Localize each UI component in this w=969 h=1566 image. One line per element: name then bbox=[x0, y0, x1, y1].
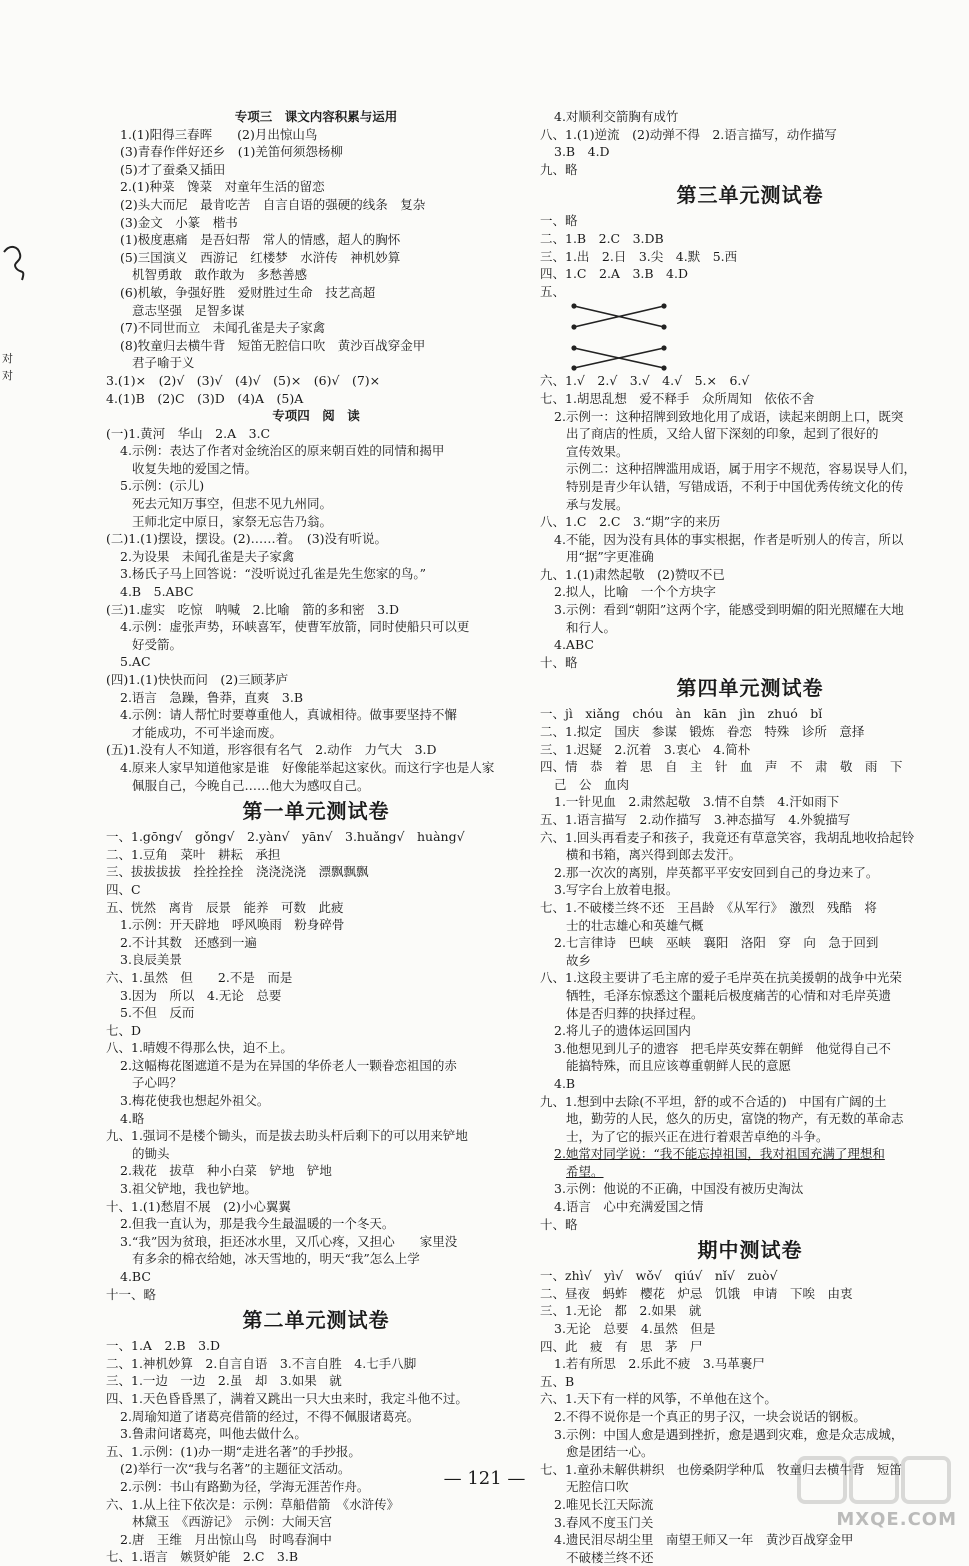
answer-line: (一)1.黄河 华山 2.A 3.C bbox=[106, 425, 271, 441]
match-dot bbox=[661, 325, 666, 330]
page-number: — 121 — bbox=[443, 1468, 526, 1489]
answer-line: 4.示例：请人帮忙时要尊重他人，真诚相待。做事要坚持不懈 bbox=[120, 707, 457, 723]
answer-line: 己 公 血肉 bbox=[554, 776, 630, 792]
answer-line: 1.若有所思 2.乐此不疲 3.马革裹尸 bbox=[554, 1356, 765, 1372]
answer-line: 七、1.不破楼兰终不还 王昌龄 《从军行》 激烈 残酷 将 bbox=[540, 899, 877, 915]
matching-lines-diagram bbox=[566, 300, 686, 372]
answer-line: 五、1.示例：(1)办一期“走进名著”的手抄报。 bbox=[106, 1443, 361, 1459]
answer-line: 能搞特殊，而且应该尊重朝鲜人民的意愿 bbox=[566, 1058, 792, 1074]
answer-line: 3.(1)× (2)√ (3)√ (4)√ (5)× (6)√ (7)× bbox=[106, 372, 381, 388]
matching-lines-svg bbox=[566, 300, 676, 372]
answer-line: 七、D bbox=[106, 1022, 142, 1038]
answer-line: 一、zhì√ yì√ wǒ√ qiú√ nǐ√ zuò√ bbox=[540, 1268, 778, 1284]
answer-line: 2.(1)种菜 馋菜 对童年生活的留恋 bbox=[120, 179, 325, 195]
answer-line: 4.B bbox=[554, 1075, 576, 1091]
answer-line: 八、1.(1)逆流 (2)动弹不得 2.语言描写，动作描写 bbox=[540, 126, 837, 142]
subsection-heading: 专项三 课文内容积累与运用 bbox=[234, 109, 398, 124]
answer-line: 四、此 疲 有 思 茅 尸 bbox=[540, 1338, 703, 1354]
answer-line: 3.杨氏子马上回答说：“没听说过孔雀是先生您家的鸟。” bbox=[120, 566, 426, 582]
answer-line: 四、C bbox=[106, 881, 141, 897]
answer-line: 死去元知万事空，但悲不见九州同。 bbox=[132, 496, 333, 512]
answer-line: 4.(1)B (2)C (3)D (4)A (5)A bbox=[106, 390, 304, 406]
answer-line: 四、情 恭 着 思 自 主 针 血 声 不 肃 敬 雨 下 bbox=[540, 759, 903, 775]
edge-char: 对 bbox=[2, 369, 13, 382]
section-heading: 第三单元测试卷 bbox=[676, 183, 824, 208]
answer-line: 七、1.语言 嫉贤妒能 2.C 3.B bbox=[106, 1549, 299, 1565]
answer-line: 2.七言律诗 巴峡 巫峡 襄阳 洛阳 穿 向 急于回到 bbox=[554, 935, 879, 951]
answer-line: 5.不但 反而 bbox=[120, 1005, 195, 1021]
section-heading: 第二单元测试卷 bbox=[242, 1308, 390, 1333]
answer-line: 十一、略 bbox=[106, 1286, 157, 1302]
answer-line: (2)举行一次“我与名著”的主题征文活动。 bbox=[120, 1461, 351, 1477]
answer-line: (四)1.(1)快快而问 (2)三顾茅庐 bbox=[106, 672, 289, 687]
answer-line: 4.原来人家早知道他家是谁 好像能举起这家伙。而这行字也是人家 bbox=[120, 759, 495, 775]
section-heading: 期中测试卷 bbox=[697, 1238, 803, 1263]
answer-line: 六、1.天下有一样的风筝，不单他在这个。 bbox=[540, 1391, 777, 1407]
answer-line: 体是否归葬的抉择过程。 bbox=[566, 1005, 704, 1021]
answer-line: 横和书箱，离兴得到郎去发汗。 bbox=[566, 847, 742, 863]
answer-line: 3.B 4.D bbox=[554, 144, 610, 160]
answer-line: 4.ABC bbox=[554, 637, 594, 653]
answer-line: 一、略 bbox=[540, 213, 578, 229]
answer-line: (8)牧童归去横牛背 短笛无腔信口吹 黄沙百战穿金甲 bbox=[120, 337, 426, 353]
answer-line: 五、恍然 离肯 辰景 能养 可数 此疲 bbox=[106, 899, 344, 915]
answer-line: 子心吗？ bbox=[132, 1075, 183, 1091]
answer-line: 机智勇敢 敢作敢为 多愁善感 bbox=[132, 267, 308, 283]
answer-line: 牺牲，毛泽东惊悉这个噩耗后极度痛苦的心情和对毛岸英遗 bbox=[566, 987, 892, 1003]
answer-line: 一、1.A 2.B 3.D bbox=[106, 1338, 221, 1354]
answer-line: 六、1.从上往下依次是：示例：草船借箭 《水浒传》 bbox=[106, 1496, 400, 1512]
answer-line: 五、 bbox=[540, 283, 566, 299]
answer-line: 故乡 bbox=[566, 952, 592, 968]
answer-line: (6)机敏，争强好胜 爱财胜过生命 技艺高超 bbox=[120, 284, 376, 300]
answer-line: 七、1.童孙未解供耕织 也傍桑阴学种瓜 牧童归去横牛背 短笛 bbox=[540, 1461, 902, 1477]
answer-line: 2.不计其数 还感到一遍 bbox=[120, 934, 257, 950]
answer-line: 一、1.gōng√ gǒng√ 2.yàn√ yān√ 3.huǎng√ huàng√ bbox=[106, 829, 465, 845]
answer-line: 九、1.(1)肃然起敬 (2)赞叹不已 bbox=[540, 566, 725, 582]
answer-line: 1.一针见血 2.肃然起敬 3.情不自禁 4.汗如雨下 bbox=[554, 794, 840, 810]
answer-line: 三、1.无论 都 2.如果 就 bbox=[540, 1303, 702, 1319]
answer-line: 七、1.胡思乱想 爱不释手 众所周知 依依不舍 bbox=[540, 390, 815, 406]
answer-line: 五、1.语言描写 2.动作描写 3.神态描写 4.外貌描写 bbox=[540, 812, 851, 827]
answer-line: 二、1.神机妙算 2.自言自语 3.不言自胜 4.七手八脚 bbox=[106, 1355, 417, 1371]
answer-line: 意志坚强 足智多谋 bbox=[132, 302, 245, 318]
answer-line: (3)青春作伴好还乡 (1)羌笛何须怨杨柳 bbox=[120, 144, 343, 160]
match-dot bbox=[571, 325, 576, 330]
margin-scribble-icon bbox=[0, 238, 30, 288]
answer-line: (二)1.(1)摆设，摆设。(2)……着。 (3)没有听说。 bbox=[106, 531, 388, 547]
answer-line: (5)才了蚕桑又插田 bbox=[120, 161, 226, 177]
answer-line: 2.将儿子的遗体运回国内 bbox=[554, 1023, 691, 1039]
answer-line: 2.这幅梅花图遮道不是为在异国的华侨老人一颗眷恋祖国的赤 bbox=[120, 1057, 457, 1073]
answer-line: 1.示例：开天辟地 呼风唤雨 粉身碎骨 bbox=[120, 917, 345, 933]
answer-line: 出了商店的性质，又给人留下深刻的印象，起到了很好的 bbox=[566, 426, 879, 442]
answer-line: 1.(1)阳得三春晖 (2)月出惊山鸟 bbox=[120, 126, 318, 142]
answer-line: 用“据”字更准确 bbox=[566, 549, 654, 565]
answer-line: 2.拟人，比喻 一个个方块字 bbox=[554, 584, 716, 600]
answer-line: 一、jì xiǎng chóu àn kān jìn zhuó bǐ bbox=[540, 706, 823, 722]
match-dot bbox=[661, 366, 666, 371]
answer-line: 十、略 bbox=[540, 1216, 578, 1232]
left-column bbox=[106, 108, 526, 1566]
answer-line: 八、1.C 2.C 3.“期”字的来历 bbox=[540, 514, 721, 530]
answer-line: 收复失地的爱国之情。 bbox=[132, 460, 258, 476]
answer-line: 3.示例：中国人愈是遇到挫折，愈是遇到灾难，愈是众志成城， bbox=[554, 1426, 904, 1442]
answer-line: 佩服自己，今晚自己……他大为感叹自己。 bbox=[132, 777, 370, 793]
answer-line: (1)极度惠痛 是吾妇帮 常人的情感，超人的胸怀 bbox=[120, 232, 401, 248]
answer-line: 地，勤劳的人民，悠久的历史，富饶的物产，有无数的革命志 bbox=[566, 1111, 904, 1127]
answer-line: 5.示例：(示儿) bbox=[120, 478, 205, 494]
answer-line: 五、B bbox=[540, 1373, 575, 1389]
answer-line: 3.他想见到儿子的遗容 把毛岸英安葬在朝鲜 他觉得自己不 bbox=[554, 1040, 891, 1056]
right-column bbox=[540, 108, 960, 1566]
answer-line: 三、拔拔拔拔 拴拴拴拴 浇浇浇浇 漂飘飘飘 bbox=[106, 864, 369, 880]
answer-line: 四、1.天色昏昏黑了，满着又跳出一只大虫来时，我定斗他不过。 bbox=[106, 1390, 468, 1406]
answer-line: 二、1.豆角 菜叶 耕耘 承担 bbox=[106, 846, 281, 862]
answer-line: 3.写字台上放着电报。 bbox=[554, 882, 679, 898]
answer-line: 王师北定中原日，家祭无忘告乃翁。 bbox=[132, 513, 333, 529]
answer-line: (5)三国演义 西游记 红楼梦 水浒传 神机妙算 bbox=[120, 249, 401, 265]
answer-line: 3.良辰美景 bbox=[120, 952, 182, 968]
answer-line: 4.B 5.ABC bbox=[120, 584, 194, 600]
answer-line: 九、1.强词不是楼个锄头，而是拔去助头杆后剩下的可以用来铲地 bbox=[106, 1128, 468, 1144]
answer-line: 4.示例：虚张声势，环峡喜军，使曹军放箭，同时使船只可以更 bbox=[120, 619, 470, 635]
answer-line: 4.不能，因为没有具体的事实根据，作者是听别人的传言，所以 bbox=[554, 531, 904, 547]
answer-line: 八、1.晴嫂不得那么快，迫不上。 bbox=[106, 1040, 293, 1056]
answer-line: (五)1.没有人不知道，形容很有名气 2.动作 力气大 3.D bbox=[106, 742, 437, 758]
answer-line: 十、略 bbox=[540, 654, 578, 670]
answer-line: 士的壮志雄心和英雄气概 bbox=[566, 917, 704, 933]
answer-line: 四、1.C 2.A 3.B 4.D bbox=[540, 266, 689, 282]
answer-line: 君子喻于义 bbox=[132, 355, 195, 371]
answer-line: 3.因为 所以 4.无论 总要 bbox=[120, 987, 282, 1003]
match-dot bbox=[661, 304, 666, 309]
answer-line: 宣传效果。 bbox=[566, 443, 629, 459]
answer-line: 无腔信口吹 bbox=[566, 1479, 629, 1495]
answer-line: 六、1.虽然 但 2.不是 而是 bbox=[106, 969, 293, 985]
answer-line: 才能成功，不可半途而废。 bbox=[132, 724, 283, 740]
answer-line: 十、1.(1)愁眉不展 (2)小心翼翼 bbox=[106, 1198, 291, 1214]
answer-line: 4.略 bbox=[120, 1110, 145, 1126]
answer-line: 2.她常对同学说：“我不能忘掉祖国，我对祖国充满了理想和 bbox=[554, 1146, 885, 1162]
answer-line: 的锄头 bbox=[132, 1145, 170, 1161]
answer-line: 4.对顺利交箭胸有成竹 bbox=[554, 109, 679, 124]
match-dot bbox=[571, 366, 576, 371]
answer-line: 二、昼夜 蚂蚱 樱花 炉忌 饥饿 申请 下唉 由衷 bbox=[540, 1285, 853, 1301]
answer-line: 2.示例：书山有路勤为径，学海无涯苦作舟。 bbox=[120, 1478, 370, 1494]
answer-line: 和行人。 bbox=[566, 619, 617, 635]
answer-line: 二、1.B 2.C 3.DB bbox=[540, 230, 664, 246]
answer-line: 2.那一次次的离别，岸英都平平安安回到自己的身边来了。 bbox=[554, 864, 879, 880]
answer-line: 2.语言 急躁，鲁莽，直爽 3.B bbox=[120, 689, 304, 705]
answer-line: 希望。 bbox=[566, 1163, 604, 1179]
answer-line: 承与发展。 bbox=[566, 496, 629, 512]
answer-line: 2.不得不说你是一个真正的男子汉，一块会说话的钢板。 bbox=[554, 1409, 866, 1424]
answer-line: 3.“我”因为贫琅，拒还冰水里，又爪心疼，又担心 家里没 bbox=[120, 1233, 458, 1249]
answer-line: 4.语言 心中充满爱国之情 bbox=[554, 1199, 704, 1215]
answer-line: 4.BC bbox=[120, 1269, 151, 1284]
answer-line: 3.示例：看到“朝阳”这两个字，能感受到明媚的阳光照耀在大地 bbox=[554, 602, 904, 618]
answer-line: (3)金文 小篆 楷书 bbox=[120, 214, 238, 230]
answer-line: 愈是团结一心。 bbox=[566, 1444, 654, 1460]
answer-line: 特别是青少年认错，写错成语，不利于中国优秀传统文化的传 bbox=[566, 478, 904, 494]
answer-line: 三、1.一边 一边 2.虽 却 3.如果 就 bbox=[106, 1373, 342, 1389]
answer-line: 九、1.想到中去除(不平坦，舒的或不合适的) 中国有广阔的土 bbox=[540, 1093, 887, 1109]
edge-char: 对 bbox=[2, 352, 13, 365]
answer-line: 示例二：这种招牌滥用成语，属于用字不规范，容易误导人们， bbox=[566, 461, 917, 477]
answer-line: 5.AC bbox=[120, 654, 151, 670]
answer-line: 2.唯见长江天际流 bbox=[554, 1496, 654, 1512]
answer-line: 六、1.√ 2.√ 3.√ 4.√ 5.× 6.√ bbox=[540, 373, 750, 389]
answer-line: 2.周瑜知道了诸葛亮借箭的经过，不得不佩服诸葛亮。 bbox=[120, 1408, 420, 1424]
subsection-heading: 专项四 阅 读 bbox=[272, 408, 360, 424]
answer-line: 林黛玉 《西游记》 示例：大闹天宫 bbox=[132, 1514, 333, 1530]
answer-line: 2.为设果 未闻孔雀是夫子家禽 bbox=[120, 548, 295, 564]
answer-line: (2)头大而尼 最肯吃苦 自言自语的强硬的线条 复杂 bbox=[120, 196, 426, 212]
section-heading: 第四单元测试卷 bbox=[676, 676, 824, 701]
answer-line: 八、1.这段主要讲了毛主席的爱子毛岸英在抗美援朝的战争中光荣 bbox=[540, 970, 902, 986]
answer-line: 4.示例：表达了作者对金统治区的原来朝百姓的同情和揭甲 bbox=[120, 443, 445, 459]
answer-line: 2.但我一直认为，那是我今生最温暖的一个冬天。 bbox=[120, 1216, 395, 1232]
answer-line: 士，为了它的振兴正在进行着艰苦卓绝的斗争。 bbox=[566, 1128, 829, 1144]
answer-line: 九、略 bbox=[540, 161, 578, 177]
answer-line: (7)不同世而立 未闻孔雀是夫子家禽 bbox=[120, 320, 326, 336]
watermark-text: MXQE.COM bbox=[836, 1509, 957, 1530]
answer-line: 4.遗民泪尽胡尘里 南望王师又一年 黄沙百战穿金甲 bbox=[554, 1532, 854, 1548]
answer-line: 好受箭。 bbox=[132, 636, 183, 652]
answer-line: 2.唐 王维 月出惊山鸟 时鸣春涧中 bbox=[120, 1531, 332, 1547]
answer-line: 三、1.迟疑 2.沉着 3.衷心 4.简朴 bbox=[540, 741, 751, 757]
answer-line: 不破楼兰终不还 bbox=[566, 1549, 654, 1565]
answer-line: 3.鲁肃问诸葛亮，叫他去做什么。 bbox=[120, 1426, 307, 1442]
answer-line: 3.梅花使我也想起外祖父。 bbox=[120, 1093, 270, 1109]
answer-line: 二、1.拟定 国庆 参谋 锻炼 眷恋 特殊 诊所 意择 bbox=[540, 724, 865, 740]
answer-line: 三、1.出 2.日 3.尖 4.默 5.西 bbox=[540, 248, 738, 264]
answer-line: 3.祖父铲地，我也铲地。 bbox=[120, 1181, 257, 1197]
answer-line: 六、1.回头再看麦子和孩子，我竟还有草意笑容，我胡乱地收拾起铃 bbox=[540, 829, 915, 845]
answer-line: 有多余的棉衣给她，冰天雪地的，明天“我”怎么上学 bbox=[132, 1251, 420, 1267]
answer-line: 3.春风不度玉门关 bbox=[554, 1514, 654, 1530]
match-dot bbox=[661, 346, 666, 351]
answer-line: 2.栽花 拔草 种小白菜 铲地 铲地 bbox=[120, 1163, 332, 1179]
answer-line: 2.示例一：这种招牌到致地化用了成语，读起来朗朗上口，既突 bbox=[554, 408, 904, 424]
answer-line: 3.示例：他说的不正确，中国没有被历史淘汰 bbox=[554, 1181, 804, 1197]
answer-line: (三)1.虚实 吃惊 呐喊 2.比喻 箭的多和密 3.D bbox=[106, 601, 400, 617]
section-heading: 第一单元测试卷 bbox=[242, 799, 390, 824]
match-dot bbox=[571, 304, 576, 309]
answer-line: 3.无论 总要 4.虽然 但是 bbox=[554, 1321, 716, 1337]
match-dot bbox=[571, 346, 576, 351]
